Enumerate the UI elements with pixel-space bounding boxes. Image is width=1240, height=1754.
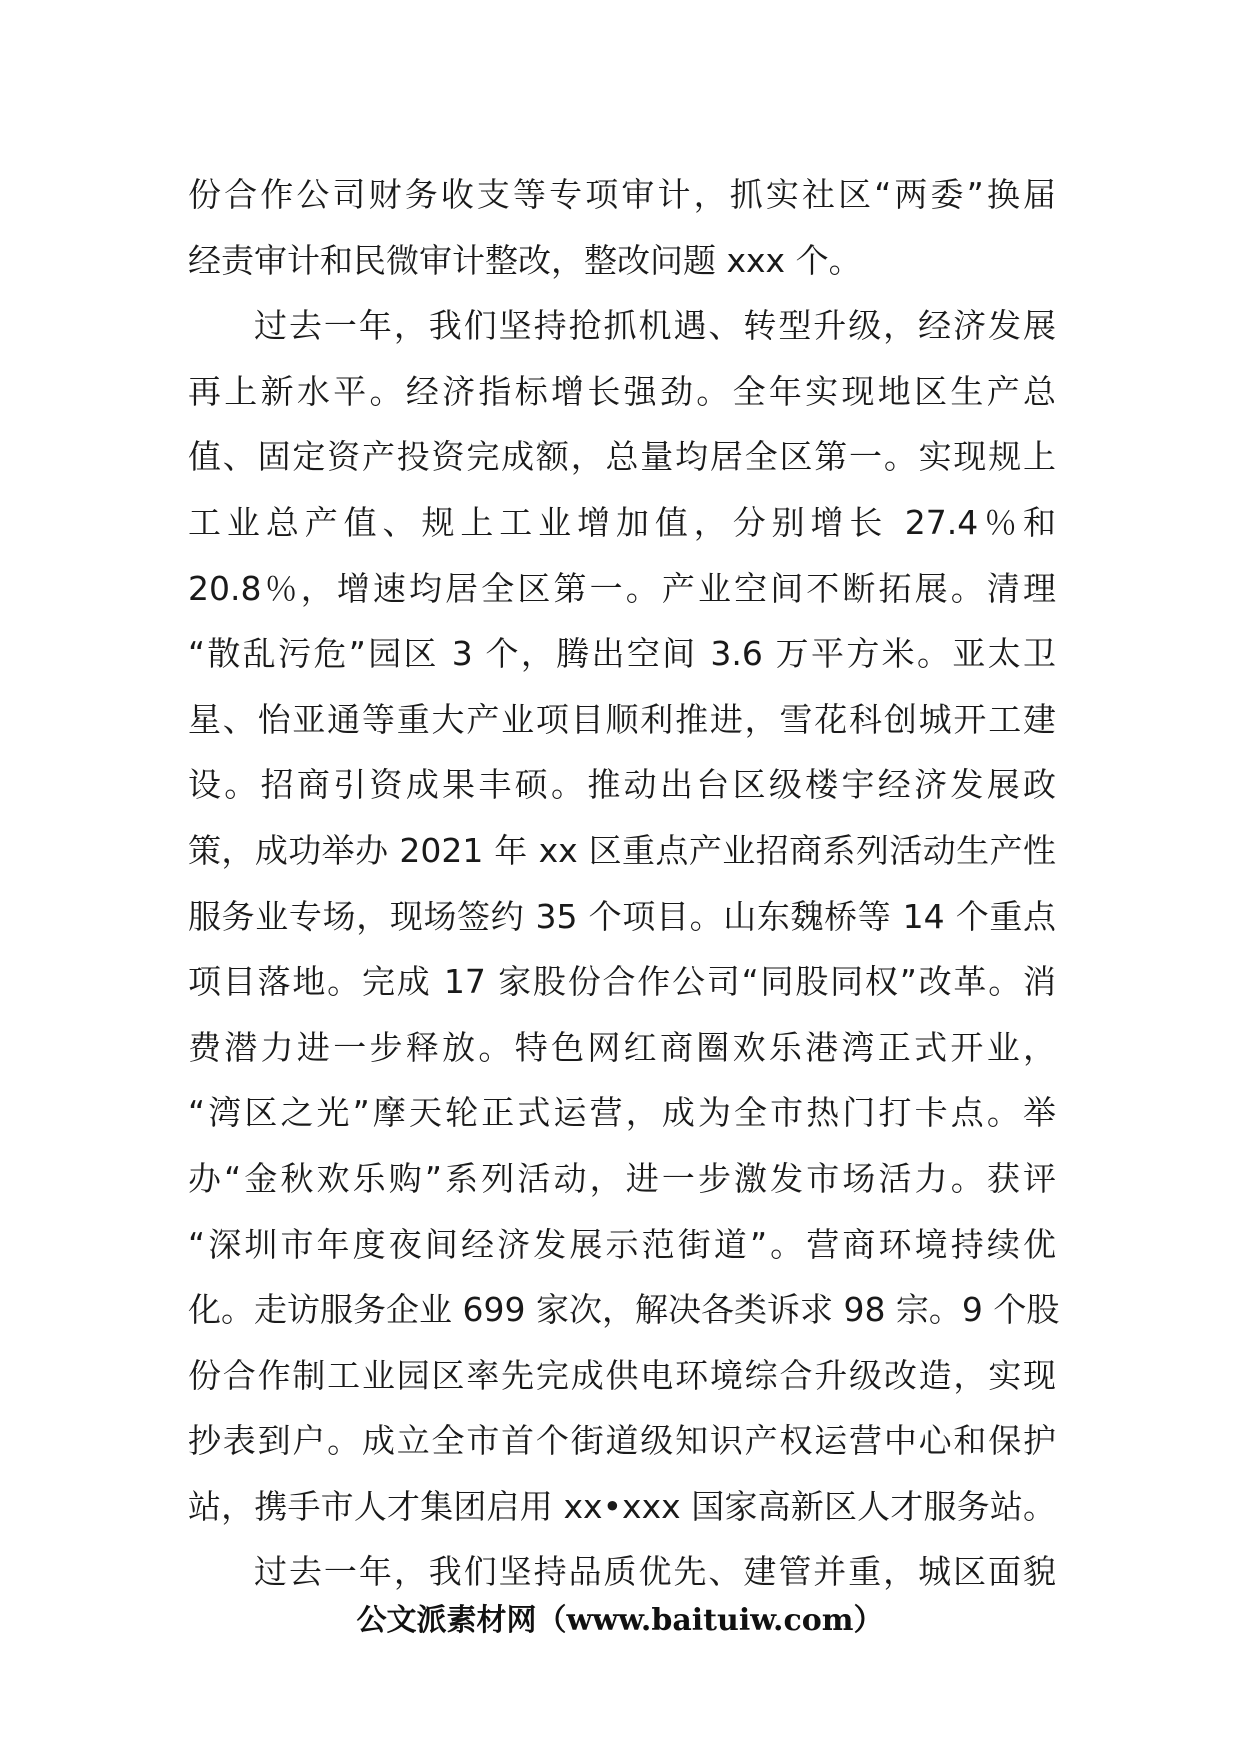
text-line-12: 服务业专场，现场签约 35 个项目。山东魏桥等 14 个重点: [188, 896, 1056, 936]
text-line-13: 项目落地。完成 17 家股份合作公司“同股同权”改革。消: [188, 962, 1056, 1002]
text-line-8: “散乱污危”园区 3 个，腾出空间 3.6 万平方米。亚太卫: [188, 634, 1056, 674]
text-line-9: 星、怡亚通等重大产业项目顺利推进，雪花科创城开工建: [188, 699, 1056, 739]
text-line-1: 份合作公司财务收支等专项审计，抓实社区“两委”换届: [188, 175, 1056, 214]
text-line-7: 20.8％，增速均居全区第一。产业空间不断拓展。清理: [188, 568, 1056, 608]
footer-watermark: 公文派素材网（www.baituiw.com）: [356, 1603, 884, 1638]
text-line-18: 化。走访服务企业 699 家次，解决各类诉求 98 宗。9 个股: [188, 1290, 1060, 1330]
text-line-19: 份合作制工业园区率先完成供电环境综合升级改造，实现: [188, 1355, 1056, 1395]
text-line-2: 经责审计和民微审计整改，整改问题 xxx 个。: [188, 240, 862, 280]
document-body: [188, 162, 1060, 1605]
text-line-5: 值、固定资产投资完成额，总量均居全区第一。实现规上: [188, 437, 1056, 477]
text-line-14: 费潜力进一步释放。特色网红商圈欢乐港湾正式开业，: [188, 1027, 1056, 1067]
text-line-4: 再上新水平。经济指标增长强劲。全年实现地区生产总: [188, 371, 1056, 411]
paragraph-start-line-3: 过去一年，我们坚持抢抓机遇、转型升级，经济发展: [254, 306, 1056, 346]
paragraph-start-line-22: 过去一年，我们坚持品质优先、建管并重，城区面貌: [254, 1552, 1056, 1592]
text-line-16: 办“金秋欢乐购”系列活动，进一步激发市场活力。获评: [188, 1158, 1056, 1198]
text-line-20: 抄表到户。成立全市首个街道级知识产权运营中心和保护: [188, 1421, 1056, 1461]
text-line-15: “湾区之光”摩天轮正式运营，成为全市热门打卡点。举: [188, 1093, 1056, 1133]
text-line-11: 策，成功举办 2021 年 xx 区重点产业招商系列活动生产性: [188, 830, 1056, 870]
text-line-17: “深圳市年度夜间经济发展示范街道”。营商环境持续优: [188, 1224, 1056, 1264]
text-line-21: 站，携手市人才集团启用 xx•xxx 国家高新区人才服务站。: [188, 1486, 1056, 1526]
text-line-6: 工业总产值、规上工业增加值，分别增长 27.4％和: [188, 502, 1056, 542]
text-line-10: 设。招商引资成果丰硕。推动出台区级楼宇经济发展政: [188, 765, 1056, 805]
